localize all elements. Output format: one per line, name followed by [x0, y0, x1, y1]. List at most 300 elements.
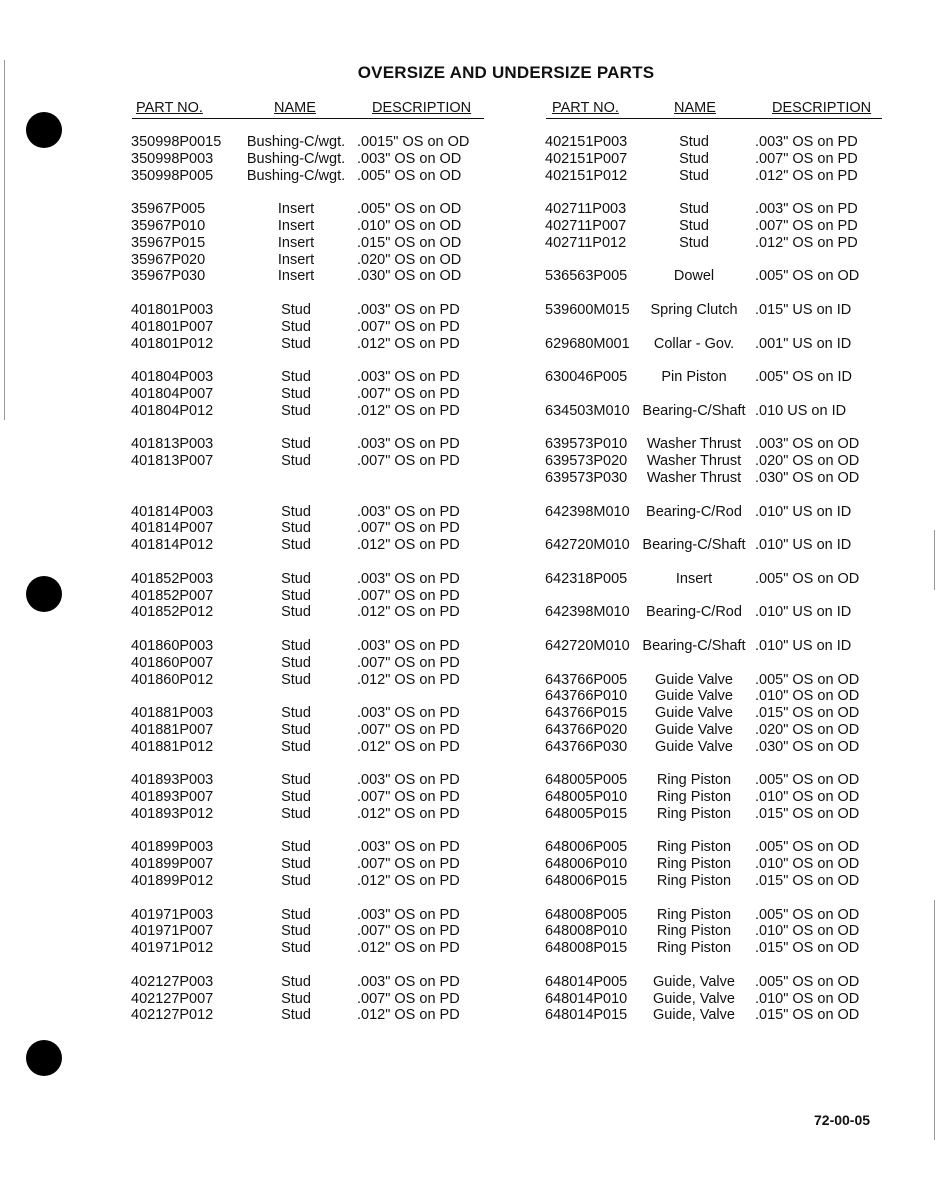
table-row	[545, 789, 885, 806]
row-spacer	[545, 554, 885, 571]
table-row	[545, 537, 885, 554]
part-name: Stud	[281, 520, 311, 537]
part-number: 643766P010	[545, 688, 628, 705]
part-name: Stud	[281, 671, 311, 688]
part-description: .005" OS on ID	[755, 369, 853, 386]
part-name: Ring Piston	[656, 805, 732, 822]
part-number: 350998P005	[131, 167, 214, 184]
part-description: .007" OS on PD	[357, 923, 460, 940]
part-description: .012" OS on PD	[357, 335, 460, 352]
part-description: .020" OS on OD	[755, 721, 860, 738]
row-spacer	[131, 755, 491, 772]
part-number: 401801P012	[131, 335, 214, 352]
table-row	[545, 218, 885, 235]
table-row	[545, 168, 885, 185]
row-spacer	[131, 420, 491, 437]
table-row	[545, 722, 885, 739]
row-spacer	[545, 755, 885, 772]
table-row	[131, 873, 491, 890]
table-row	[545, 504, 885, 521]
parts-table-right	[545, 134, 885, 1024]
part-name: Stud	[281, 990, 311, 1007]
part-number: 402711P007	[545, 217, 627, 234]
part-number: 648008P010	[545, 923, 628, 940]
part-name: Guide Valve	[655, 671, 733, 688]
part-name: Washer Thrust	[646, 469, 742, 486]
part-number: 401804P007	[131, 385, 214, 402]
part-description: .010" US on ID	[755, 503, 852, 520]
part-name: Stud	[281, 789, 311, 806]
part-number: 401860P003	[131, 637, 214, 654]
part-description: .007" OS on PD	[357, 721, 460, 738]
part-number: 401814P007	[131, 520, 214, 537]
part-name: Ring Piston	[656, 839, 732, 856]
row-spacer	[545, 319, 885, 336]
part-description: .003" OS on PD	[357, 570, 460, 587]
part-description: .005" OS on OD	[755, 772, 860, 789]
table-row	[131, 201, 491, 218]
part-number: 402151P012	[545, 167, 628, 184]
part-name: Insert	[675, 570, 713, 587]
part-description: .010 US on ID	[755, 402, 847, 419]
part-description: .015" US on ID	[755, 301, 852, 318]
row-spacer	[131, 285, 491, 302]
part-number: 350998P003	[131, 150, 214, 167]
part-number: 639573P030	[545, 469, 628, 486]
part-description: .015" OS on OD	[755, 940, 860, 957]
part-description: .012" OS on PD	[357, 604, 460, 621]
table-row	[131, 168, 491, 185]
part-number: 642720M010	[545, 637, 630, 654]
part-number: 401860P007	[131, 654, 214, 671]
table-row	[131, 974, 491, 991]
part-name: Insert	[277, 268, 315, 285]
part-number: 401971P007	[131, 923, 214, 940]
part-number: 401852P012	[131, 604, 214, 621]
punch-hole-bottom	[26, 1040, 62, 1076]
part-description: .010" US on ID	[755, 537, 852, 554]
part-description: .012" OS on PD	[357, 873, 460, 890]
header-left	[132, 100, 484, 119]
part-number: 401899P007	[131, 856, 214, 873]
table-row	[545, 991, 885, 1008]
row-spacer	[131, 890, 491, 907]
part-name: Insert	[277, 251, 315, 268]
part-name: Guide, Valve	[653, 973, 735, 990]
part-description: .005" OS on OD	[755, 268, 860, 285]
part-number: 401893P007	[131, 789, 214, 806]
part-description: .007" OS on PD	[357, 520, 460, 537]
table-row	[131, 638, 491, 655]
table-row	[131, 520, 491, 537]
part-name: Ring Piston	[656, 856, 732, 873]
part-name: Stud	[281, 973, 311, 990]
part-description: .010" US on ID	[755, 604, 852, 621]
part-number: 401814P012	[131, 537, 214, 554]
part-name: Bearing-C/Rod	[646, 503, 742, 520]
header-name: NAME	[274, 100, 316, 116]
row-spacer	[545, 655, 885, 672]
part-number: 401852P007	[131, 587, 214, 604]
part-name: Spring Clutch	[650, 301, 738, 318]
part-number: 35967P005	[131, 201, 206, 218]
part-number: 648005P015	[545, 805, 628, 822]
table-row	[545, 453, 885, 470]
table-row	[131, 235, 491, 252]
part-number: 401881P007	[131, 721, 214, 738]
row-spacer	[131, 470, 491, 487]
table-row	[131, 604, 491, 621]
part-description: .0015" OS on OD	[357, 134, 470, 150]
part-name: Ring Piston	[656, 772, 732, 789]
row-spacer	[545, 285, 885, 302]
part-name: Stud	[679, 217, 709, 234]
part-description: .003" OS on PD	[755, 134, 858, 150]
table-row	[545, 974, 885, 991]
part-description: .030" OS on OD	[357, 268, 462, 285]
part-number: 401971P012	[131, 940, 214, 957]
part-description: .012" OS on PD	[357, 671, 460, 688]
part-description: .007" OS on PD	[755, 217, 858, 234]
part-number: 350998P0015	[131, 134, 222, 150]
part-number: 401804P003	[131, 369, 214, 386]
part-description: .007" OS on PD	[357, 318, 460, 335]
part-name: Ring Piston	[656, 906, 732, 923]
part-name: Stud	[281, 436, 311, 453]
part-number: 648006P010	[545, 856, 628, 873]
part-name: Stud	[281, 503, 311, 520]
part-description: .007" OS on PD	[755, 150, 858, 167]
part-number: 401813P003	[131, 436, 214, 453]
part-number: 401881P012	[131, 738, 214, 755]
part-name: Stud	[281, 738, 311, 755]
part-name: Stud	[281, 721, 311, 738]
row-spacer	[131, 487, 491, 504]
table-row	[131, 252, 491, 269]
row-spacer	[131, 554, 491, 571]
row-spacer	[131, 957, 491, 974]
part-number: 642398M010	[545, 604, 630, 621]
part-number: 401893P003	[131, 772, 214, 789]
part-name: Stud	[281, 570, 311, 587]
part-name: Bearing-C/Shaft	[642, 537, 746, 554]
scan-edge-mark	[934, 530, 935, 590]
part-description: .003" OS on PD	[357, 301, 460, 318]
part-description: .012" OS on PD	[357, 940, 460, 957]
table-row	[131, 369, 491, 386]
row-spacer	[545, 386, 885, 403]
part-description: .012" OS on PD	[357, 738, 460, 755]
table-row	[545, 638, 885, 655]
header-description: DESCRIPTION	[772, 100, 872, 116]
part-number: 648006P015	[545, 873, 628, 890]
part-number: 648006P005	[545, 839, 628, 856]
table-row	[131, 218, 491, 235]
part-description: .003" OS on PD	[357, 503, 460, 520]
part-description: .015" OS on OD	[755, 873, 860, 890]
table-row	[131, 806, 491, 823]
table-row	[131, 923, 491, 940]
part-number: 35967P030	[131, 268, 206, 285]
table-row	[131, 940, 491, 957]
row-spacer	[545, 823, 885, 840]
part-number: 643766P020	[545, 721, 628, 738]
table-row	[545, 1007, 885, 1024]
table-row	[545, 235, 885, 252]
table-row	[545, 856, 885, 873]
part-description: .003" OS on PD	[357, 772, 460, 789]
part-number: 401801P007	[131, 318, 214, 335]
part-name: Bearing-C/Shaft	[642, 637, 746, 654]
table-row	[545, 268, 885, 285]
table-row	[131, 907, 491, 924]
part-description: .007" OS on PD	[357, 789, 460, 806]
part-name: Bearing-C/Rod	[646, 604, 742, 621]
part-name: Stud	[281, 873, 311, 890]
table-row	[131, 722, 491, 739]
part-name: Stud	[281, 453, 311, 470]
part-name: Stud	[281, 839, 311, 856]
part-name: Guide, Valve	[653, 1007, 735, 1024]
part-number: 629680M001	[545, 335, 630, 352]
part-name: Stud	[281, 923, 311, 940]
part-description: .001" US on ID	[755, 335, 852, 352]
part-number: 648014P010	[545, 990, 628, 1007]
part-number: 634503M010	[545, 402, 630, 419]
table-row	[131, 772, 491, 789]
part-description: .020" OS on OD	[755, 453, 860, 470]
part-description: .007" OS on PD	[357, 587, 460, 604]
row-spacer	[545, 420, 885, 437]
part-description: .012" OS on PD	[755, 167, 858, 184]
table-row	[545, 470, 885, 487]
table-row	[545, 134, 885, 151]
part-number: 642398M010	[545, 503, 630, 520]
table-row	[131, 789, 491, 806]
part-number: 401804P012	[131, 402, 214, 419]
part-description: .010" OS on OD	[755, 789, 860, 806]
part-name: Stud	[281, 537, 311, 554]
part-description: .003" OS on OD	[357, 150, 462, 167]
part-name: Stud	[281, 587, 311, 604]
part-name: Stud	[281, 772, 311, 789]
part-description: .010" OS on OD	[755, 688, 860, 705]
part-description: .007" OS on PD	[357, 453, 460, 470]
part-number: 402151P007	[545, 150, 628, 167]
table-row	[131, 336, 491, 353]
table-row	[131, 991, 491, 1008]
page-number: 72-00-05	[814, 1112, 871, 1128]
part-description: .003" OS on PD	[357, 973, 460, 990]
part-name: Stud	[281, 1007, 311, 1024]
table-row	[131, 319, 491, 336]
part-name: Insert	[277, 234, 315, 251]
part-number: 539600M015	[545, 301, 630, 318]
row-spacer	[545, 487, 885, 504]
part-name: Stud	[281, 654, 311, 671]
part-number: 401899P003	[131, 839, 214, 856]
part-name: Stud	[679, 201, 709, 218]
part-number: 648005P010	[545, 789, 628, 806]
row-spacer	[545, 184, 885, 201]
part-description: .003" OS on OD	[755, 436, 860, 453]
part-description: .007" OS on PD	[357, 654, 460, 671]
table-row	[545, 672, 885, 689]
row-spacer	[131, 823, 491, 840]
part-name: Guide Valve	[655, 721, 733, 738]
part-name: Bushing-C/wgt.	[246, 134, 346, 150]
part-number: 536563P005	[545, 268, 628, 285]
table-row	[131, 655, 491, 672]
part-name: Dowel	[673, 268, 715, 285]
row-spacer	[131, 688, 491, 705]
part-description: .010" OS on OD	[357, 217, 462, 234]
part-name: Stud	[281, 906, 311, 923]
table-row	[131, 705, 491, 722]
table-row	[131, 672, 491, 689]
table-row	[545, 940, 885, 957]
table-row	[545, 739, 885, 756]
part-number: 402711P012	[545, 234, 627, 251]
part-name: Stud	[281, 805, 311, 822]
table-row	[545, 336, 885, 353]
punch-hole-middle	[26, 576, 62, 612]
table-row	[131, 134, 491, 151]
part-number: 402127P003	[131, 973, 214, 990]
row-spacer	[545, 957, 885, 974]
row-spacer	[545, 621, 885, 638]
part-description: .005" OS on OD	[755, 671, 860, 688]
header-part-no: PART NO.	[136, 100, 203, 116]
part-name: Stud	[281, 301, 311, 318]
part-description: .003" OS on PD	[357, 906, 460, 923]
part-description: .010" OS on OD	[755, 990, 860, 1007]
header-name: NAME	[674, 100, 716, 116]
part-number: 639573P010	[545, 436, 628, 453]
part-number: 648008P015	[545, 940, 628, 957]
part-name: Stud	[281, 385, 311, 402]
table-row	[545, 907, 885, 924]
part-number: 402151P003	[545, 134, 628, 150]
part-number: 643766P005	[545, 671, 628, 688]
part-description: .015" OS on OD	[357, 234, 462, 251]
table-row	[131, 1007, 491, 1024]
part-description: .012" OS on PD	[357, 402, 460, 419]
part-name: Ring Piston	[656, 940, 732, 957]
part-number: 648005P005	[545, 772, 628, 789]
part-name: Stud	[281, 856, 311, 873]
part-number: 643766P030	[545, 738, 628, 755]
part-name: Bearing-C/Shaft	[642, 402, 746, 419]
part-name: Collar - Gov.	[653, 335, 735, 352]
part-name: Stud	[281, 335, 311, 352]
table-row	[131, 302, 491, 319]
row-spacer	[131, 352, 491, 369]
part-name: Stud	[679, 167, 709, 184]
part-description: .003" OS on PD	[357, 637, 460, 654]
part-number: 402127P012	[131, 1007, 214, 1024]
part-number: 401893P012	[131, 805, 214, 822]
part-description: .005" OS on OD	[755, 570, 860, 587]
part-number: 402711P003	[545, 201, 627, 218]
part-number: 401852P003	[131, 570, 214, 587]
part-number: 648014P005	[545, 973, 628, 990]
table-row	[545, 201, 885, 218]
part-description: .010" OS on OD	[755, 856, 860, 873]
table-row	[131, 856, 491, 873]
part-description: .010" US on ID	[755, 637, 852, 654]
table-row	[545, 571, 885, 588]
table-row	[131, 386, 491, 403]
table-row	[131, 453, 491, 470]
punch-hole-top	[26, 112, 62, 148]
table-row	[545, 839, 885, 856]
part-name: Bushing-C/wgt.	[246, 150, 346, 167]
table-row	[131, 268, 491, 285]
row-spacer	[545, 588, 885, 605]
table-row	[545, 873, 885, 890]
part-name: Stud	[679, 234, 709, 251]
part-name: Stud	[281, 402, 311, 419]
header-part-no: PART NO.	[552, 100, 619, 116]
part-description: .007" OS on PD	[357, 385, 460, 402]
part-name: Ring Piston	[656, 789, 732, 806]
part-description: .003" OS on PD	[357, 705, 460, 722]
table-row	[545, 604, 885, 621]
part-name: Ring Piston	[656, 923, 732, 940]
table-row	[545, 806, 885, 823]
part-name: Stud	[281, 604, 311, 621]
part-name: Washer Thrust	[646, 436, 742, 453]
part-description: .030" OS on OD	[755, 738, 860, 755]
table-row	[545, 369, 885, 386]
part-description: .003" OS on PD	[357, 436, 460, 453]
part-number: 401971P003	[131, 906, 214, 923]
part-number: 401899P012	[131, 873, 214, 890]
part-number: 642720M010	[545, 537, 630, 554]
part-description: .003" OS on PD	[357, 839, 460, 856]
table-row	[131, 588, 491, 605]
header-right	[546, 100, 882, 119]
part-name: Ring Piston	[656, 873, 732, 890]
part-name: Stud	[679, 134, 709, 150]
table-row	[545, 705, 885, 722]
table-row	[131, 151, 491, 168]
part-description: .005" OS on OD	[755, 906, 860, 923]
part-name: Insert	[277, 201, 315, 218]
part-name: Stud	[281, 705, 311, 722]
part-description: .003" OS on PD	[755, 201, 858, 218]
part-description: .012" OS on PD	[357, 1007, 460, 1024]
table-row	[545, 403, 885, 420]
table-row	[131, 504, 491, 521]
part-description: .015" OS on OD	[755, 705, 860, 722]
part-number: 35967P015	[131, 234, 206, 251]
row-spacer	[131, 621, 491, 638]
part-number: 401881P003	[131, 705, 214, 722]
parts-table-left	[131, 134, 491, 1024]
part-name: Stud	[281, 637, 311, 654]
part-name: Guide Valve	[655, 738, 733, 755]
row-spacer	[545, 520, 885, 537]
scan-edge-mark	[934, 900, 935, 1140]
part-name: Stud	[679, 150, 709, 167]
part-name: Stud	[281, 318, 311, 335]
part-description: .005" OS on OD	[357, 201, 462, 218]
part-description: .003" OS on PD	[357, 369, 460, 386]
part-number: 648014P015	[545, 1007, 628, 1024]
part-number: 630046P005	[545, 369, 628, 386]
